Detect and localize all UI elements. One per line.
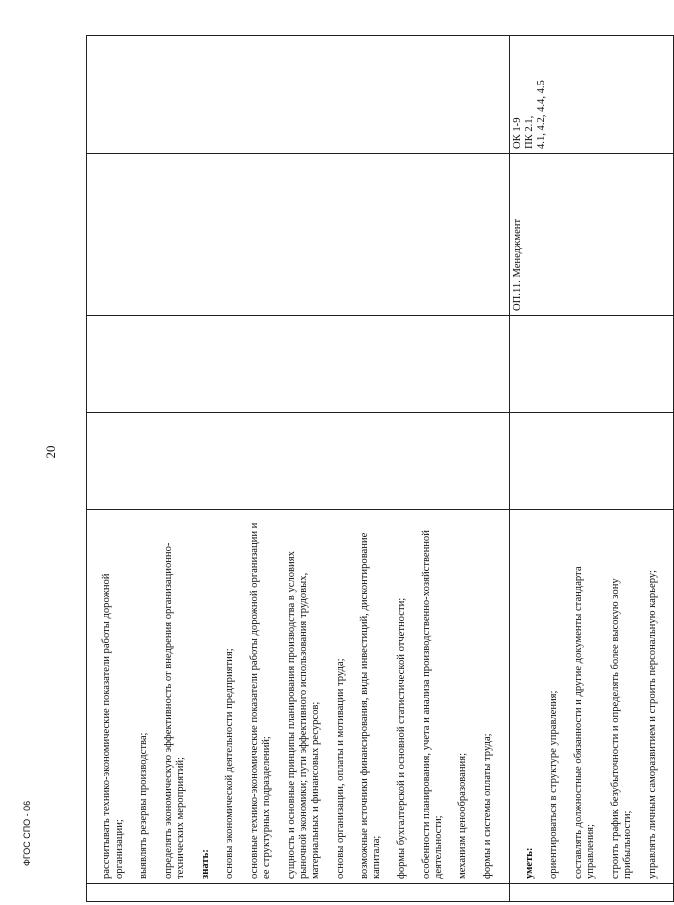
- hours-cell-2: [87, 316, 510, 413]
- list-item: основы экономической деятельности предприятия;: [224, 648, 236, 879]
- table-row: [509, 36, 674, 902]
- can-label: уметь:: [523, 847, 535, 879]
- discipline-cell-empty: [87, 154, 510, 316]
- competency-cell-empty: [87, 36, 510, 154]
- list-item: рассчитывать технико-экономические показатели работы дорожной организации;: [101, 573, 125, 879]
- competency-code: ПК 2.1,: [523, 115, 535, 149]
- list-item: управлять личным саморазвитием и строить персональную карьеру;: [646, 570, 658, 879]
- page-number: 20: [43, 445, 58, 459]
- hours-cell: [87, 413, 510, 510]
- hours-cell: [509, 413, 674, 510]
- competency-cell: [509, 36, 674, 154]
- index-cell: [87, 884, 510, 902]
- competency-code: ОК 1-9: [511, 117, 523, 149]
- rotated-table-container: [86, 36, 658, 902]
- know-label: знать:: [199, 849, 211, 879]
- list-item: формы бухгалтерской и основной статистической отчетности;: [396, 597, 408, 879]
- requirements-cell: [87, 510, 510, 884]
- table-sheet: [86, 36, 658, 902]
- footer-code: ФГОС СПО - 06: [22, 800, 32, 866]
- discipline-name: ОП.11. Менеджмент: [511, 218, 523, 311]
- list-item: сущность и основные принципы планирования производства в условиях рыночной экономики; пути эффективного использования трудовых, материальных и финансовых ресурсов;: [285, 551, 322, 879]
- discipline-cell: [509, 154, 674, 316]
- list-item: определять экономическую эффективность от внедрения организационно-технических мероприятий;: [162, 542, 186, 879]
- table-row: [87, 36, 510, 902]
- list-item: особенности планирования, учета и анализа производственно-хозяйственной деятельности;: [420, 530, 444, 879]
- list-item: механизм ценообразования;: [457, 752, 469, 879]
- list-item: формы и системы оплаты труда;: [482, 733, 493, 879]
- list-item: основные технико-экономические показатели работы дорожной организации и ее структурных подразделений;: [248, 522, 272, 879]
- list-item: основы организации, оплаты и мотивации труда;: [334, 658, 346, 879]
- list-item: выявлять резервы производства;: [138, 732, 150, 879]
- list-item: возможные источники финансирования, виды инвестиций, дисконтирование капитала;: [359, 532, 383, 879]
- list-item: строить график безубыточности и определять более высокую зону прибыльности;: [609, 578, 634, 879]
- top-lines-list: [89, 514, 507, 879]
- competency-code: 4.1, 4.2, 4.4, 4.5: [536, 80, 548, 149]
- list-item: ориентироваться в структуре управления;: [548, 690, 560, 879]
- competency-table: [86, 35, 674, 902]
- requirements-cell: [509, 510, 674, 884]
- list-item: составлять должностные обязанности и другие документы стандарта управления;: [572, 566, 597, 879]
- can-list: [512, 514, 672, 879]
- index-cell: [509, 884, 674, 902]
- hours-cell-2: [509, 316, 674, 413]
